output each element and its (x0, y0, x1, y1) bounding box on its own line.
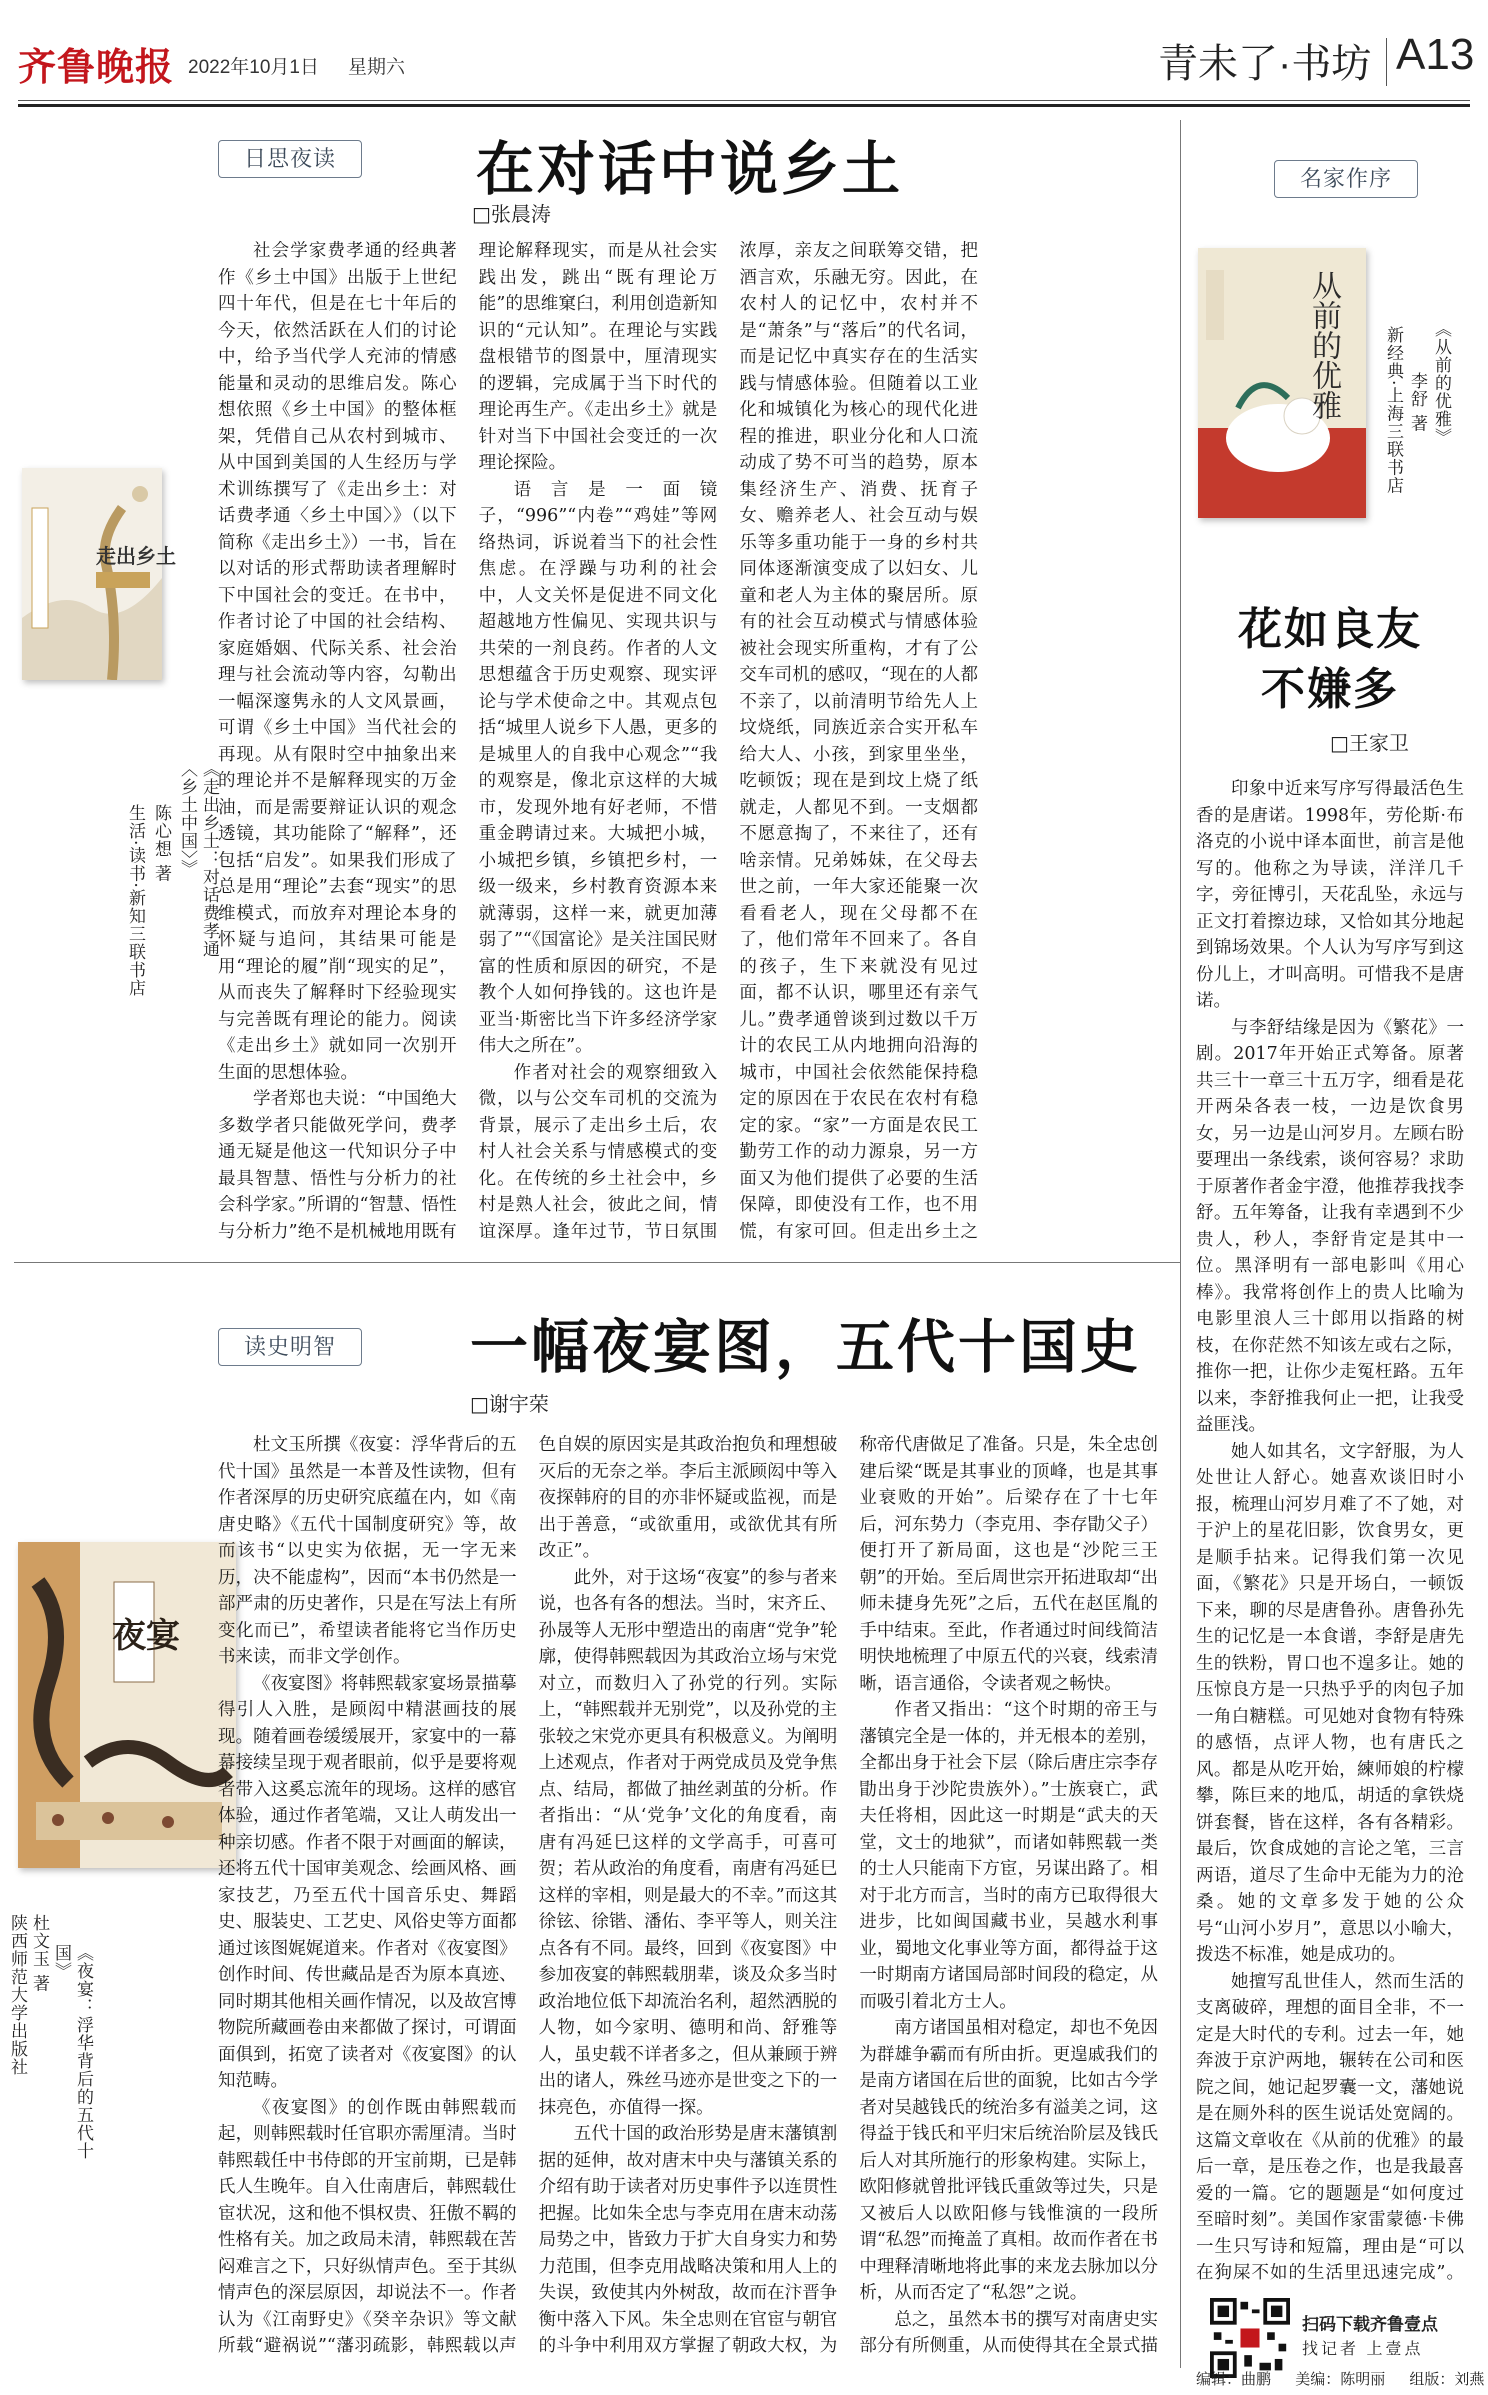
book-caption-title: 《夜宴：浮华背后的五代十国》 (51, 1944, 93, 2160)
column-tag-ri-si-ye-du: 日思夜读 (218, 140, 362, 178)
paragraph: 印象中近来写序写得最活色生香的是唐诺。1998年，劳伦斯·布洛克的小说中译本面世，前言是他写的。他称之为导读，洋洋几千字，旁征博引，天花乱坠，永远与正文打着擦边球，又恰如其分地起到锦场效果。个人认为写序写到这份儿上，才叫高明。可惜我不是唐诺。 (1196, 779, 1464, 1011)
masthead-rule (18, 100, 1470, 101)
article-body (1196, 776, 1464, 2282)
masthead-divider (1386, 38, 1387, 86)
book-caption-publisher: 新经典·上海三联书店 (1383, 326, 1403, 495)
paragraph: 语言是一面镜子，“996”“内卷”“鸡娃”等网络热词，诉说着当下的社会性焦虑。在浮躁与功利的社会中，人文关怀是促进不同文化超越地方性偏见、实现共识与共荣的一剂良药。作者的人文思想蕴含于历史观察、现实评论与学术使命之中。其观点包括“城里人说乡下人愚，更多的是城里人的自我中心观念”“我的观察是，像北京这样的大城市，发现外地有好老师，不惜重金聘请过来。大城把小城，小城把乡镇，乡镇把乡村，一级一级来，乡村教育资源本来就薄弱，这样一来，就更加薄弱了”“《国富论》是关注国民财富的性质和原因的研究，不是教个人如何挣钱的。这也许是亚当·斯密比当下许多经济学家伟大之所在”。 (478, 479, 718, 1056)
newspaper-logo: 齐鲁晚报 (18, 44, 175, 89)
qr-sublabel: 找记者 上壹点 (1302, 2341, 1424, 2358)
article-body (218, 1432, 1158, 2370)
design-credit: 美编：陈明丽 (1295, 2371, 1386, 2388)
book-caption-title: 《走出乡土：对话费孝通〈乡土中国〉》 (177, 760, 219, 958)
issue-weekday: 星期六 (348, 57, 406, 78)
layout-credit: 组版：刘燕 (1409, 2371, 1485, 2388)
article-byline: □王家卫 (1330, 731, 1409, 755)
book-caption-publisher: 陕西师范大学出版社 (7, 1914, 27, 2076)
qr-code-graphic (1210, 2298, 1290, 2378)
issue-date: 2022年10月1日 (188, 57, 319, 78)
page-credits (1196, 2368, 1488, 2389)
book-cover-art (18, 1542, 236, 1868)
column-tag-ming-jia-zuo-xu: 名家作序 (1274, 160, 1418, 198)
cover-title: 夜宴 (112, 1616, 180, 1656)
book-cover-art (22, 468, 162, 680)
article-body (218, 238, 978, 1248)
article-title-line: 不嫌多 (1261, 664, 1399, 715)
paragraph: 总之，虽然本书的撰写对南唐史实部分有所侧重，从而使得其在全景式描 (859, 2309, 1158, 2356)
qr-code-icon[interactable] (1210, 2298, 1290, 2378)
article-title: 一幅夜宴图，五代十国史 (470, 1313, 1142, 1381)
paragraph: 与李舒结缘是因为《繁花》一剧。2017年开始正式筹备。原著共三十一章三十五万字，细看是花开两朵各表一枝，一边是饮食男女，另一边是山河岁月。左顾右盼要理出一条线索，谈何容易？求助于原著作者金宇澄，他推荐我找李舒。五年筹备，让我有幸遇到不少贵人，秒人，李舒肯定是其中一位。黑泽明有一部电影叫《用心棒》。我常将创作上的贵人比喻为电影里浪人三十郎用以指路的树枝，在你茫然不知该左或右之际，推你一把，让你少走冤枉路。五年以来，李舒推我何止一把，让我受益匪浅。 (1196, 1017, 1464, 1435)
paragraph: 学者郑也夫说：“中国绝大多数学者只能做死学问，费孝通无疑是他这一代知识分子中最具智慧、悟性与分析力的社会科学家。”所谓的“智慧、悟性与分析力”绝不是机械地用既有理论解释现实，而是从社会实践出发，跳出“既有理论万能”的思维窠臼，利用创造新知识的“元认知”。在理论与实践盘根错节的图景中，厘清现实的逻辑，完成属于当下时代的理论再生产。《走出乡土》就是针对当下中国社会变迁的一次理论探险。 (218, 241, 718, 1242)
paragraph: 《夜宴图》将韩熙载家宴场景描摹得引人入胜，是顾闳中精湛画技的展现。随着画卷缓缓展开，家宴中的一幕幕接续呈现于观者眼前，似乎是要将观者带入这奚忘流年的现场。这样的感官体验，通过作者笔端，又让人萌发出一种亲切感。作者不限于对画面的解读，还将五代十国审美观念、绘画风格、画家技艺，乃至五代十国音乐史、舞蹈史、服装史、工艺史、风俗史等方面都通过该图娓娓道来。作者对《夜宴图》创作时间、传世藏品是否为原本真迹、同时期其他相关画作情况，以及故宫博物院所藏画卷由来都做了探讨，可谓面面俱到，拓宽了读者对《夜宴图》的认知范畴。 (218, 1673, 517, 2091)
book-caption-publisher: 生活·读书·新知三联书店 (125, 804, 145, 997)
book-caption-author: 陈心想 著 (151, 804, 171, 883)
paragraph: 《夜宴图》的创作既由韩熙载而起，则韩熙载时任官职亦需厘清。当时韩熙载任中书侍郎的开宝前期，已是韩氏人生晚年。自入仕南唐后，韩熙载仕宦状况，这和他不惧权贵、狂傲不羁的性格有关。加之政局未清，韩熙载在苦闷难言之下，只好纵情声色。至于其纵情声色的深层原因，却说法不一。作者认为《江南野史》《癸辛杂识》等文献所载“避祸说”“藩羽疏影，韩熙载以声色自娱的原因实是其政治抱负和理想破灭后的无奈之举。李后主派顾闳中等入夜探韩府的目的亦非怀疑或监视，而是出于善意，“或欲重用，或欲优其有所改正”。 (218, 1435, 838, 2356)
cover-title: 走出乡土 (96, 544, 176, 568)
paragraph: 作者又指出：“这个时期的帝王与藩镇完全是一体的，并无根本的差别，全都出身于社会下层（除后唐庄宗李存勖出身于沙陀贵族外）。”士族衰亡，武夫任将相，因此这一时期是“武夫的天堂，文士的地狱”，而诸如韩熙载一类的士人只能南下方宦，另谋出路了。相对于北方而言，当时的南方已取得很大进步，比如闽国藏书业，吴越水利事业，蜀地文化事业等方面，都得益于这一时期南方诸国局部时间段的稳定，从而吸引着北方士人。 (859, 1700, 1158, 2012)
paragraph: 作者对社会的观察细致入微，以与公交车司机的交流为背景，展示了走出乡土后，农村人社会关系与情感模式的变化。在传统的乡土社会中，乡村是熟人社会，彼此之间，情谊深厚。逢年过节，节日氛围浓厚，亲友之间联筹交错，把酒言欢，乐融无穷。因此，在农村人的记忆中，农村并不是“萧条”与“落后”的代名词，而是记忆中真实存在的生活实践与情感体验。但随着以工业化和城镇化为核心的现代化进程的推进，职业分化和人口流动成了势不可当的趋势，原本集经济生产、消费、抚育子女、赡养老人、社会互动与娱乐等多重功能于一身的乡村共同体逐渐演变成了以妇女、儿童和老人为主体的聚居所。原有的社会互动模式与情感体验被社会现实所重构，才有了公交车司机的感叹，“现在的人都不亲了，以前清明节给先人上坟烧纸，同族近亲合实开私车给大人、小孩，到家里坐坐，吃顿饭；现在是到坟上烧了纸就走，人都见不到。一支烟都不愿意掏了，不来往了，还有啥亲情。兄弟姊妹，在父母去世之前，一年大家还能聚一次看看老人，现在父母都不在了，他们常年不回来了。各自的孩子，生下来就没有见过面，都不认识，哪里还有亲气儿。”费孝通曾谈到过数以千万计的农民工从内地拥向沿海的城市，中国社会依然能保持稳定的原因在于农民在农村有稳定的家。“家”一方面是农民工勤劳工作的动力源泉，另一方面又为他们提供了必要的生活保障，即使没有工作，也不用慌，有家可回。但走出乡土之 (478, 241, 978, 1242)
article-byline: □谢宇荣 (470, 1392, 549, 1416)
column-divider (1180, 120, 1181, 2368)
paragraph: 南方诸国虽相对稳定，却也不免因为群雄争霸而有所由折。更遑戚我们的是南方诸国在后世的面貌，比如古今学者对吴越钱氏的统治多有溢美之词，这得益于钱氏和平归宋后统治阶层及钱氏后人对其所施行的形象构建。实际上，欧阳修就曾批评钱氏重敛等过失，只是又被后人以欧阳修与钱惟演的一段所谓“私怨”而掩盖了真相。故而作者在书中理释清晰地将此事的来龙去脉加以分析，从而否定了“私怨”之说。 (859, 2018, 1158, 2303)
book-cover-zou-chu-xiang-tu (22, 468, 162, 680)
page-number: A13 (1396, 30, 1475, 79)
book-caption-author: 杜文玉 著 (29, 1914, 49, 1993)
cover-title: 从前的优雅 (1306, 270, 1341, 420)
qr-label: 扫码下载齐鲁壹点 (1302, 2315, 1438, 2334)
paragraph: 五代十国的政治形势是唐末藩镇割据的延伸，故对唐末中央与藩镇关系的介绍有助于读者对历史事件予以连贯性把握。比如朱全忠与李克用在唐末动荡局势之中，皆致力于扩大自身实力和势力范围，但李克用战略决策和用人上的失误，致使其内外树敌，故而在汴晋争衡中落入下风。朱全忠则在官宦与朝官的斗争中利用双方掌握了朝政大权，为称帝代唐做足了准备。只是，朱全忠创建后梁“既是其事业的顶峰，也是其事业衰败的开始”。后梁存在了十七年后，河东势力（李克用、李存勖父子）便打开了新局面，这也是“沙陀三王朝”的开始。至后周世宗开拓进取却“出师未捷身先死”之后，五代在赵匡胤的手中结束。至此，作者通过时间线简洁明快地梳理了中原五代的兴衰，线索清晰，语言通俗，令读者观之畅快。 (538, 1435, 1158, 2356)
article-title-line: 花如良友 (1238, 604, 1422, 655)
book-caption-title: 《从前的优雅》 (1431, 320, 1451, 446)
masthead (18, 14, 1475, 110)
paragraph: 此外，对于这场“夜宴”的参与者来说，也各有各的想法。当时，宋齐丘、孙晟等人无形中塑造出的南唐“党争”轮廓，使得韩熙载因为其政治立场与宋党对立，而数归入了孙党的行列。实际上，“韩熙载并无别党”，以及孙党的主张较之宋党亦更具有积极意义。为阐明上述观点，作者对于两党成员及党争焦点、结局，都做了抽丝剥茧的分析。作者指出：“从‘党争’文化的角度看，南唐有冯延巳这样的文学高手，可喜可贺；若从政治的角度看，南唐有冯延巳这样的宰相，则是最大的不幸。”而这其徐铉、徐锴、潘佑、李平等人，则关注点各有不同。最终，回到《夜宴图》中参加夜宴的韩熙载朋辈，谈及众多当时政治地位低下却流治名利，超然洒脱的人物，如今家明、德明和尚、舒雅等人，虽史载不详者多之，但从兼顾于辨出的诸人，殊丝马迹亦是世变之下的一抹亮色，亦值得一探。 (538, 1567, 838, 2118)
article-divider (14, 1262, 1180, 1263)
book-cover-ye-yan (18, 1542, 236, 1868)
paragraph: 杜文玉所撰《夜宴：浮华背后的五代十国》虽然是一本普及性读物，但有作者深厚的历史研究底蕴在内，如《南唐史略》《五代十国制度研究》等，故而该书“以史实为依据，无一字无来历，决不能虚构”，因而“本书仍然是一部严肃的历史著作，只是在写法上有所变化而已”，希望读者能将它当作历史书来读，而非文学创作。 (218, 1435, 517, 1667)
paragraph: 社会学家费孝通的经典著作《乡土中国》出版于上世纪四十年代，但是在七十年后的今天，依然活跃在人们的讨论中，给予当代学人充沛的情感能量和灵动的思维启发。陈心想依照《乡土中国》的整体框架，凭借自己从农村到城市、从中国到美国的人生经历与学术训练撰写了《走出乡土：对话费孝通〈乡土中国〉》（以下简称《走出乡土》）一书，旨在以对话的形式帮助读者理解时下中国社会的变迁。在书中，作者讨论了中国的社会结构、家庭婚姻、代际关系、社会治理与社会流动等内容，勾勒出一幅深邃隽永的人文风景画，可谓《乡土中国》当代社会的再现。从有限时空中抽象出来的理论并不是解释现实的万金油，而是需要辩证认识的观念透镜，其功能除了“解释”，还包括“启发”。如果我们形成了总是用“理论”去套“现实”的思维模式，而放弃对理论本身的怀疑与追问，其结果可能是用“理论的履”削“现实的足”，从而丧失了解释时下经验现实与完善既有理论的能力。阅读《走出乡土》就如同一次别开生面的思想体验。 (218, 241, 457, 1083)
paragraph: 她人如其名，文字舒服，为人处世让人舒心。她喜欢谈旧时小报，梳理山河岁月难了不了她，对于沪上的星花旧影，饮食男女，更是顺手拈来。记得我们第一次见面，《繁花》只是开场白，一顿饭下来，聊的尽是唐鲁孙。唐鲁孙先生的记忆是一本食谱，李舒是唐先生的铁粉，胃口也不遑多让。她的压惊良方是一只热乎乎的肉包子加一角白糖糕。可见她对食物有特殊的感悟，点评人物，也有唐氏之风。都是从吃开始，練师娘的柠檬攀，陈巨来的地瓜，胡适的拿铁烧饼套餐，皆在这样，各有各精彩。最后，饮食成她的言论之笔，三言两语，道尽了生命中无能为力的沧桑。她的文章多发于她的公众号“山河小岁月”，意思以小喻大，拨迭不标准，她是成功的。 (1196, 1441, 1464, 1965)
column-tag-du-shi-ming-zhi: 读史明智 (218, 1328, 362, 1366)
article-title (1196, 600, 1464, 720)
masthead-rule-thick (18, 104, 1470, 107)
section-title: 青未了·书坊 (1158, 42, 1372, 86)
paragraph: 她擅写乱世佳人，然而生活的支离破碎，理想的面目全非，不一定是大时代的专利。过去一年，她奔波于京沪两地，辗转在公司和医院之间，她记起罗囊一文，藩她说是在厕外科的医生说话处宽阔的。这篇文章收在《从前的优雅》的最后一章，是压卷之作，也是我最喜爱的一篇。它的题题是“如何度过至暗时刻”。美国作家雷蒙德·卡佛一生只写诗和短篇，理由是“可以在狗屎不如的生活里迅速完成”。 (1196, 1971, 1464, 2282)
article-title: 在对话中说乡土 (476, 135, 904, 203)
editor-credit: 编辑：曲鹏 (1196, 2371, 1272, 2388)
article-byline: □张晨涛 (472, 202, 551, 226)
book-caption-author: 李舒 著 (1407, 372, 1427, 433)
